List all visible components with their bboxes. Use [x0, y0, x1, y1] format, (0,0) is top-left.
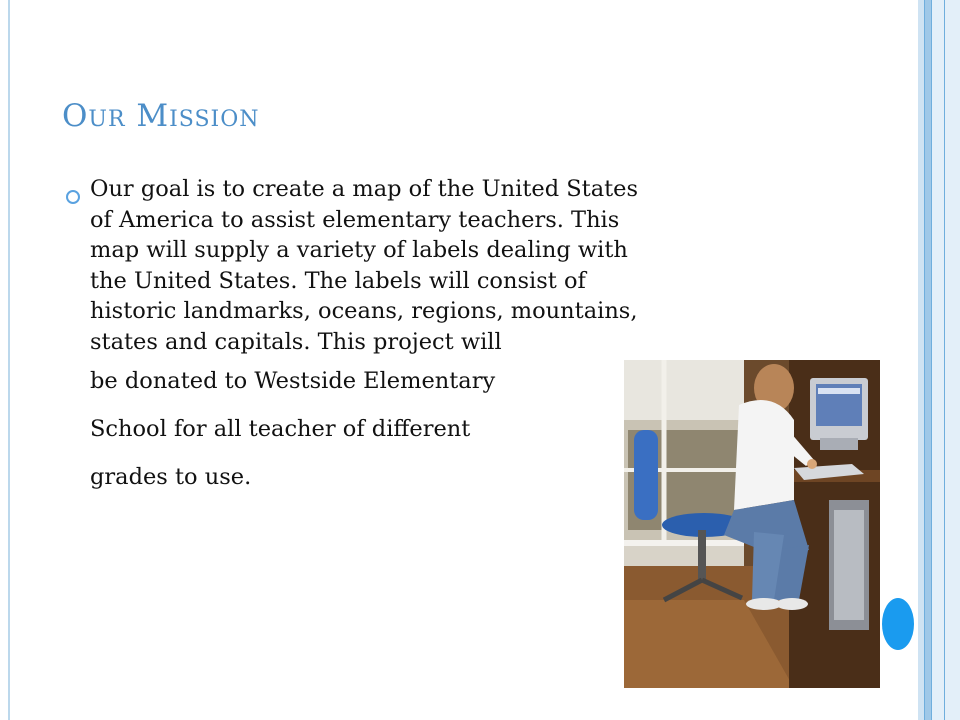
mission-text-line: School for all teacher of different	[90, 416, 471, 442]
mission-text-line: historic landmarks, oceans, regions, mountains,	[90, 298, 638, 324]
right-frame-band-pale	[931, 0, 960, 720]
mission-text-line: grades to use.	[90, 464, 252, 490]
mission-text-line: the United States. The labels will consist of	[90, 267, 586, 294]
right-frame-line	[924, 0, 925, 720]
mission-text-line: of America to assist elementary teachers. This	[90, 206, 620, 233]
right-frame-line	[931, 0, 932, 720]
slide-title: Our Mission	[62, 98, 260, 134]
left-frame-line	[8, 0, 10, 720]
accent-dot	[882, 598, 914, 650]
mission-text-line: be donated to Westside Elementary	[90, 368, 496, 394]
student-at-computer-photo	[624, 360, 880, 688]
mission-text-line: states and capitals. This project will	[90, 328, 502, 355]
mission-text-line: Our goal is to create a map of the United States	[90, 176, 639, 202]
right-frame-line	[944, 0, 945, 720]
hollow-circle-bullet-icon	[66, 190, 80, 204]
mission-text-line: map will supply a variety of labels dealing with	[90, 237, 628, 263]
right-frame-band-medium	[924, 0, 931, 720]
